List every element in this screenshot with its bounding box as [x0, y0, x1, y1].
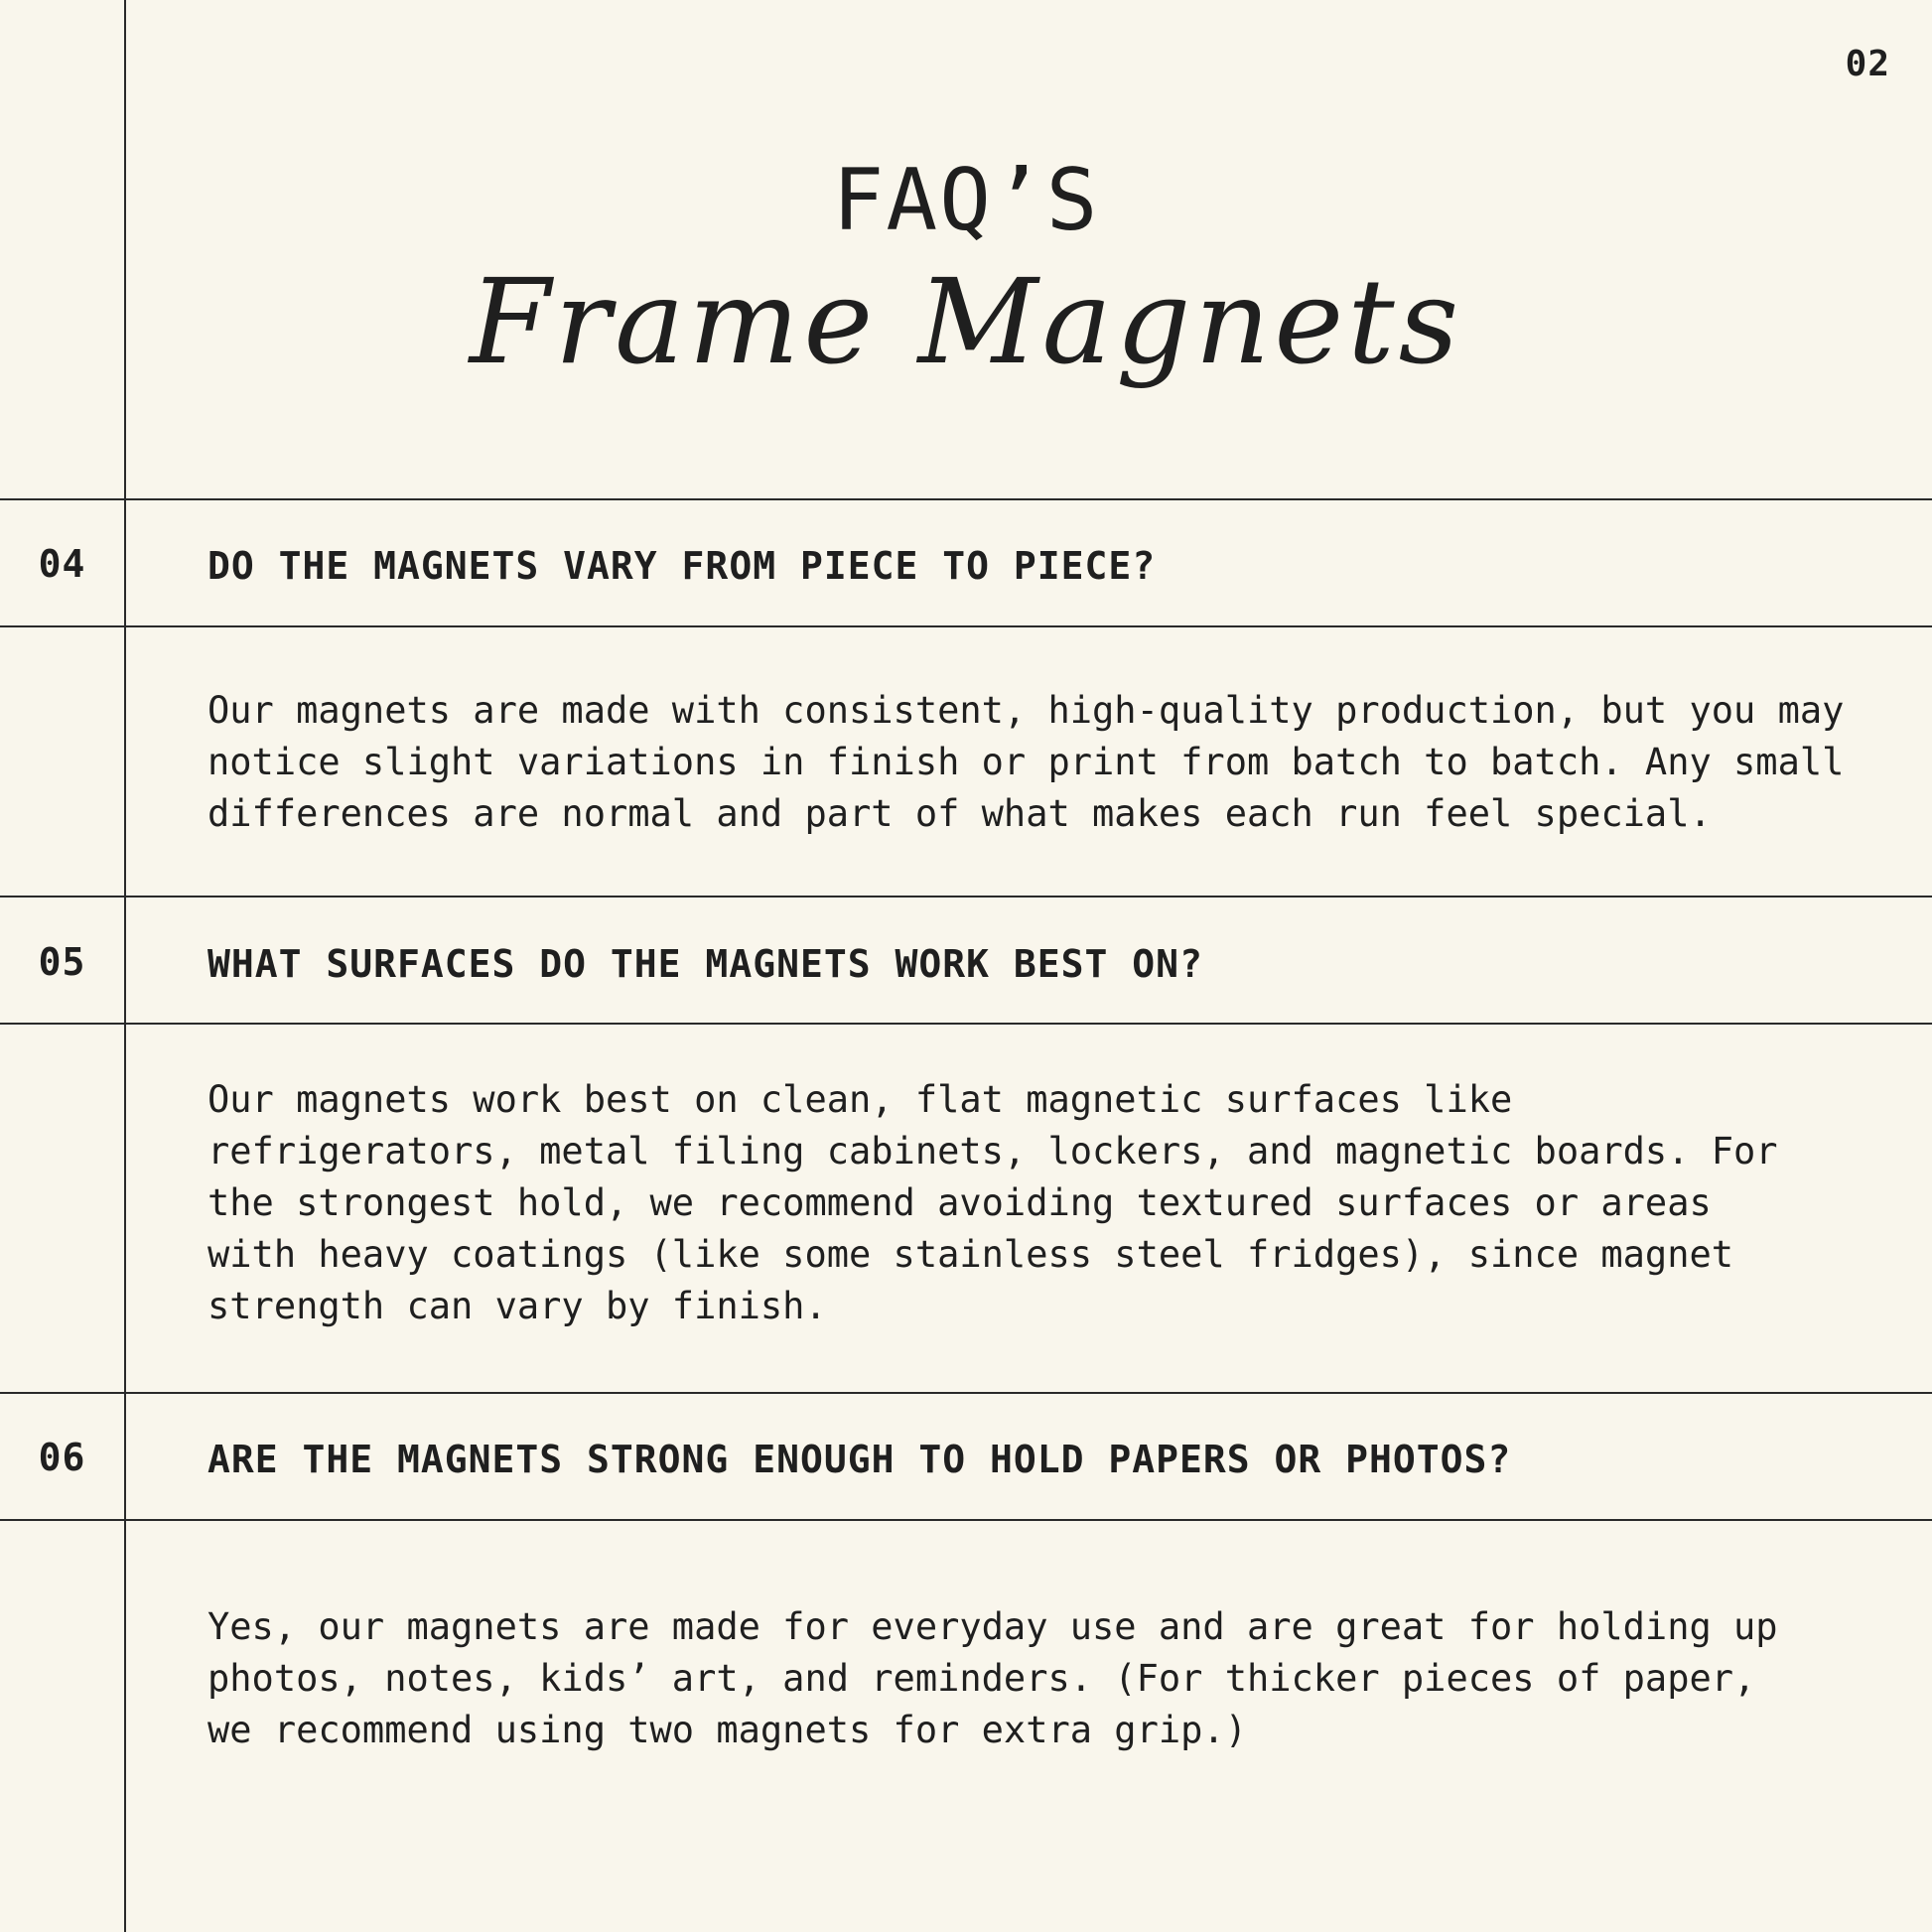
- answer-line: notice slight variations in finish or print from batch to batch. Any small: [207, 741, 1845, 783]
- faq-question: ARE THE MAGNETS STRONG ENOUGH TO HOLD PAPERS OR PHOTOS?: [207, 1438, 1512, 1481]
- divider-line: [0, 896, 1932, 897]
- answer-line: with heavy coatings (like some stainless steel fridges), since magnet: [207, 1233, 1734, 1276]
- answer-line: differences are normal and part of what makes each run feel special.: [207, 792, 1712, 835]
- answer-line: we recommend using two magnets for extra grip.): [207, 1709, 1247, 1751]
- divider-line: [0, 1519, 1932, 1521]
- divider-line: [0, 498, 1932, 500]
- divider-line: [0, 625, 1932, 627]
- faq-answer: [207, 1601, 1875, 1756]
- answer-line: refrigerators, metal filing cabinets, lockers, and magnetic boards. For: [207, 1130, 1778, 1173]
- page-number: 02: [1845, 44, 1890, 84]
- answer-line: Our magnets work best on clean, flat magnetic surfaces like: [207, 1078, 1513, 1121]
- answer-line: Yes, our magnets are made for everyday use and are great for holding up: [207, 1605, 1778, 1648]
- faq-number: 06: [38, 1436, 86, 1479]
- faq-number: 04: [38, 542, 86, 586]
- answer-line: strength can vary by finish.: [207, 1285, 827, 1327]
- answer-line: the strongest hold, we recommend avoiding textured surfaces or areas: [207, 1181, 1712, 1224]
- divider-line: [0, 1023, 1932, 1025]
- faq-number: 05: [38, 940, 86, 984]
- faq-answer: [207, 685, 1875, 840]
- faq-answer: [207, 1074, 1875, 1332]
- divider-line: [0, 1392, 1932, 1394]
- faq-question: WHAT SURFACES DO THE MAGNETS WORK BEST ON?: [207, 942, 1203, 986]
- faq-question: DO THE MAGNETS VARY FROM PIECE TO PIECE?: [207, 544, 1157, 588]
- answer-line: Our magnets are made with consistent, high-quality production, but you may: [207, 689, 1845, 732]
- page-subtitle-script: Frame Magnets: [469, 253, 1463, 390]
- page-title: FAQ’S: [832, 151, 1100, 250]
- answer-line: photos, notes, kids’ art, and reminders. (For thicker pieces of paper,: [207, 1657, 1756, 1700]
